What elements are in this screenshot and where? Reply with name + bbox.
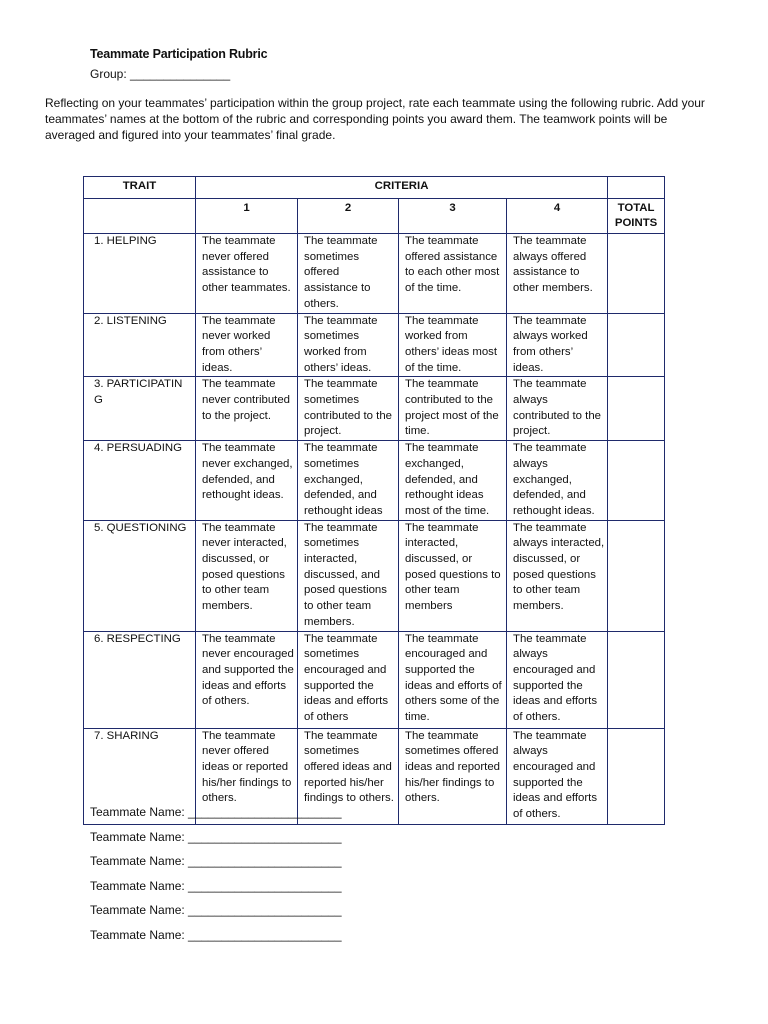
- total-points-cell: [608, 234, 665, 314]
- teammate-name-line: Teammate Name: _______________________: [90, 829, 342, 844]
- criteria-cell-3: The teammate encouraged and supported the ideas and efforts of others some of the time.: [399, 631, 507, 728]
- trait-cell: 6. RESPECTING: [84, 631, 196, 728]
- total-points-cell: [608, 631, 665, 728]
- trait-header: TRAIT: [84, 177, 196, 199]
- rubric-row: [84, 313, 665, 377]
- score-header-1: 1: [196, 199, 298, 234]
- criteria-cell-2: The teammate sometimes encouraged and supported the ideas and efforts of others: [298, 631, 399, 728]
- total-points-cell: [608, 313, 665, 377]
- criteria-cell-4: The teammate always encouraged and supported the ideas and efforts of others.: [507, 728, 608, 824]
- teammate-names: [90, 804, 342, 952]
- criteria-cell-4: The teammate always interacted, discussed, or posed questions to other team members.: [507, 520, 608, 631]
- criteria-cell-3: The teammate worked from others’ ideas most of the time.: [399, 313, 507, 377]
- total-points-cell: [608, 377, 665, 441]
- page-title: Teammate Participation Rubric: [90, 47, 268, 61]
- score-header-3: 3: [399, 199, 507, 234]
- total-points-cell: [608, 441, 665, 521]
- criteria-cell-4: The teammate always encouraged and supported the ideas and efforts of others.: [507, 631, 608, 728]
- criteria-cell-4: The teammate always contributed to the project.: [507, 377, 608, 441]
- criteria-cell-1: The teammate never exchanged, defended, and rethought ideas.: [196, 441, 298, 521]
- total-points-header: TOTAL POINTS: [608, 199, 665, 234]
- trait-cell: 4. PERSUADING: [84, 441, 196, 521]
- group-field: Group: _______________: [90, 67, 231, 81]
- criteria-cell-3: The teammate offered assistance to each other most of the time.: [399, 234, 507, 314]
- criteria-cell-2: The teammate sometimes interacted, discussed, and posed questions to other team members.: [298, 520, 399, 631]
- blank-trait-cell: [84, 199, 196, 234]
- rubric-table: [83, 176, 665, 825]
- criteria-cell-3: The teammate interacted, discussed, or posed questions to other team members: [399, 520, 507, 631]
- criteria-cell-1: The teammate never encouraged and supported the ideas and efforts of others.: [196, 631, 298, 728]
- criteria-cell-1: The teammate never interacted, discussed, or posed questions to other team members.: [196, 520, 298, 631]
- teammate-name-line: Teammate Name: _______________________: [90, 878, 342, 893]
- teammate-name-line: Teammate Name: _______________________: [90, 903, 342, 918]
- total-points-cell: [608, 520, 665, 631]
- intro-paragraph: Reflecting on your teammates’ participation within the group project, rate each teammate using the following rubric. Add your teammates’ names at the bottom of the rubric and corresponding points you award them. The teamwork points will be averaged and figured into your teammates’ final grade.: [45, 96, 705, 142]
- criteria-cell-4: The teammate always offered assistance to other members.: [507, 234, 608, 314]
- criteria-cell-4: The teammate always worked from others’ ideas.: [507, 313, 608, 377]
- teammate-name-line: Teammate Name: _______________________: [90, 854, 342, 869]
- trait-cell: 3. PARTICIPATIN G: [84, 377, 196, 441]
- teammate-name-line: Teammate Name: _______________________: [90, 927, 342, 942]
- rubric-row: [84, 377, 665, 441]
- trait-cell: 7. SHARING: [84, 728, 196, 824]
- criteria-cell-2: The teammate sometimes exchanged, defended, and rethought ideas: [298, 441, 399, 521]
- criteria-cell-2: The teammate sometimes offered ideas and reported his/her findings to others.: [298, 728, 399, 824]
- criteria-cell-2: The teammate sometimes offered assistance to others.: [298, 234, 399, 314]
- rubric-row: [84, 520, 665, 631]
- criteria-cell-3: The teammate contributed to the project most of the time.: [399, 377, 507, 441]
- trait-cell: 2. LISTENING: [84, 313, 196, 377]
- criteria-cell-4: The teammate always exchanged, defended, and rethought ideas.: [507, 441, 608, 521]
- criteria-cell-1: The teammate never offered assistance to other teammates.: [196, 234, 298, 314]
- trait-cell: 1. HELPING: [84, 234, 196, 314]
- rubric-row: [84, 631, 665, 728]
- criteria-cell-2: The teammate sometimes contributed to the project.: [298, 377, 399, 441]
- trait-cell: 5. QUESTIONING: [84, 520, 196, 631]
- criteria-cell-1: The teammate never offered ideas or reported his/her findings to others.: [196, 728, 298, 824]
- criteria-cell-2: The teammate sometimes worked from others’ ideas.: [298, 313, 399, 377]
- criteria-cell-3: The teammate exchanged, defended, and rethought ideas most of the time.: [399, 441, 507, 521]
- blank-header: [608, 177, 665, 199]
- criteria-cell-1: The teammate never contributed to the project.: [196, 377, 298, 441]
- total-points-cell: [608, 728, 665, 824]
- criteria-cell-3: The teammate sometimes offered ideas and reported his/her findings to others.: [399, 728, 507, 824]
- score-header-4: 4: [507, 199, 608, 234]
- score-header-2: 2: [298, 199, 399, 234]
- criteria-header: CRITERIA: [196, 177, 608, 199]
- criteria-cell-1: The teammate never worked from others’ ideas.: [196, 313, 298, 377]
- teammate-name-line: Teammate Name: _______________________: [90, 805, 342, 819]
- rubric-row: [84, 234, 665, 314]
- rubric-row: [84, 441, 665, 521]
